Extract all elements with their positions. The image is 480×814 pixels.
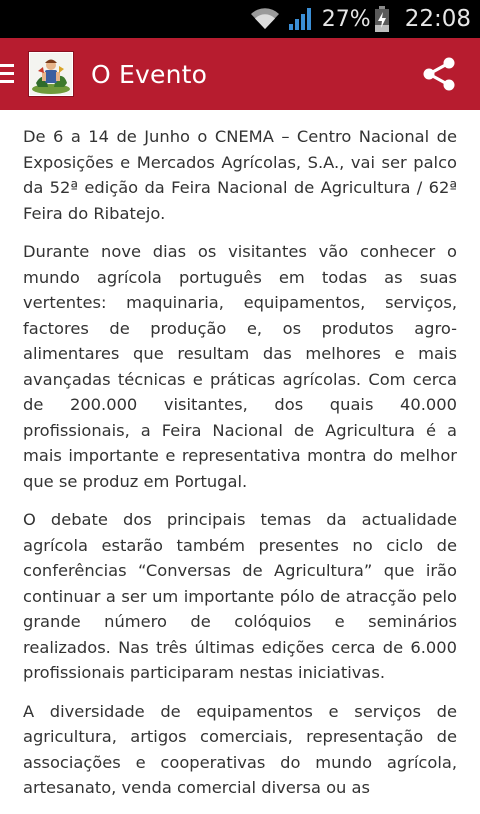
app-logo[interactable]: [28, 51, 74, 97]
wifi-icon: [250, 7, 280, 31]
share-icon[interactable]: [420, 55, 458, 93]
page-title: O Evento: [91, 59, 208, 89]
status-bar: [0, 0, 480, 38]
clock: 22:08: [404, 6, 471, 32]
action-bar: [0, 38, 480, 110]
article-content: [23, 124, 457, 814]
article-paragraph-4: A diversidade de equipamentos e serviços de agricultura, artigos comerciais, representação de associações e cooperativas do mundo agrícola, artesanato, venda comercial diversa ou as: [23, 701, 457, 797]
hamburger-menu-icon[interactable]: [0, 38, 20, 110]
article-paragraph-2: Durante nove dias os visitantes vão conhecer o mundo agrícola português em todas as suas vertentes: maquinaria, equipamentos, serviços, factores de produção e, os produtos agro-alimentares que resultam das melhores e mais avançadas técnicas e práticas agrícolas. Com cerca de 200.000 visitantes, dos quais 40.000 profissionais, a Feira Nacional de Agricultura é a mais importante e representativa montra do melhor que se produz em Portugal.: [23, 242, 457, 491]
signal-icon: [288, 7, 314, 31]
battery-percent: 27%: [321, 6, 371, 32]
article-paragraph-1: De 6 a 14 de Junho o CNEMA – Centro Nacional de Exposições e Mercados Agrícolas, S.A., vai ser palco da 52ª edição da Feira Nacional de Agricultura / 62ª Feira do Ribatejo.: [23, 127, 457, 223]
article-paragraph-3: O debate dos principais temas da actualidade agrícola estarão também presentes no ciclo de conferências “Conversas de Agricultura” que irão continuar a ser um importante pólo de atracção pelo grande número de colóquios e seminários realizados. Nas três últimas edições cerca de 6.000 profissionais participaram nestas iniciativas.: [23, 510, 457, 682]
battery-charging-icon: [375, 6, 389, 32]
